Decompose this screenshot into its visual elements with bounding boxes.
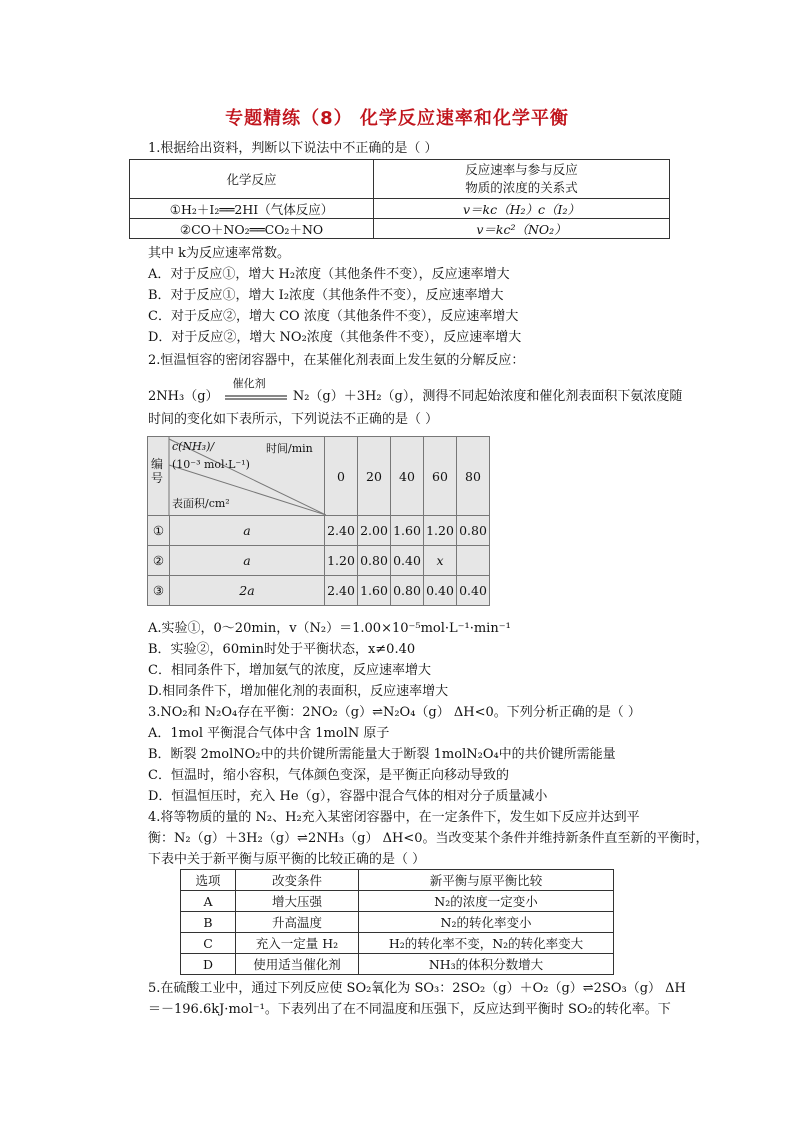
q1-stem: 1.根据给出资料，判断以下说法中不正确的是（ ） (148, 141, 438, 156)
q1-reaction-1: ①H₂＋I₂══2HI（气体反应） (130, 199, 374, 219)
q4-table (180, 869, 614, 975)
q2-time-60: 60 (424, 437, 457, 516)
q4-header-compare: 新平衡与原平衡比较 (359, 870, 614, 891)
table-row (148, 516, 490, 546)
q2-time-40: 40 (391, 437, 424, 516)
q2-row3-area: 2a (170, 576, 325, 606)
q5-stem-2: ＝－196.6kJ·mol⁻¹。下表列出了在不同温度和压强下，反应达到平衡时 SO₂的转化率。下 (148, 1002, 671, 1017)
q5-stem-1: 5.在硫酸工业中，通过下列反应使 SO₂氧化为 SO₃：2SO₂（g）＋O₂（g）⇌2SO₃（g） ΔH (148, 981, 686, 996)
table-row (181, 912, 614, 933)
q2-option-c: C．相同条件下，增加氨气的浓度，反应速率增大 (148, 663, 431, 678)
q2-option-b: B．实验②，60min时处于平衡状态，x≠0.40 (148, 642, 416, 657)
q4-row-b-condition: 升高温度 (236, 912, 359, 933)
q4-row-d-compare: NH₃的体积分数增大 (359, 954, 614, 975)
q4-row-a-compare: N₂的浓度一定变小 (359, 891, 614, 912)
q1-reaction-2: ②CO＋NO₂══CO₂＋NO (130, 219, 374, 239)
q1-header-rate-line2: 物质的浓度的关系式 (465, 180, 578, 195)
q2-head-unit: (10⁻³ mol·L⁻¹) (172, 458, 250, 471)
q2-time-0: 0 (325, 437, 358, 516)
q2-head-no: 编号 (151, 457, 164, 485)
q4-stem-3: 下表中关于新平衡与原平衡的比较正确的是（ ） (148, 852, 426, 867)
q3-option-c: C．恒温时，缩小容积，气体颜色变深，是平衡正向移动导致的 (148, 768, 509, 783)
q1-option-d: D．对于反应②，增大 NO₂浓度（其他条件不变），反应速率增大 (148, 330, 522, 345)
table-row (148, 546, 490, 576)
q2-head-c: c(NH₃)/ (172, 440, 215, 453)
q1-option-c: C．对于反应②，增大 CO 浓度（其他条件不变），反应速率增大 (148, 309, 519, 324)
table-row (148, 576, 490, 606)
table-row (181, 891, 614, 912)
q2-row2-v1: 0.80 (358, 546, 391, 576)
q2-head-area: 表面积/cm² (172, 497, 230, 510)
q3-stem: 3.NO₂和 N₂O₄存在平衡：2NO₂（g）⇌N₂O₄（g） ΔH<0。下列分析正确的是（ ） (148, 705, 641, 720)
q3-option-d: D．恒温恒压时，充入 He（g），容器中混合气体的相对分子质量减小 (148, 789, 548, 804)
q1-option-a: A．对于反应①，增大 H₂浓度（其他条件不变），反应速率增大 (148, 267, 510, 282)
q4-row-a-condition: 增大压强 (236, 891, 359, 912)
equilibrium-arrow-icon (223, 388, 289, 406)
q4-header-option: 选项 (181, 870, 236, 891)
q1-rate-1: v＝kc（H₂）c（I₂） (374, 199, 670, 219)
q2-eq-left: 2NH₃（g） (148, 389, 219, 404)
q4-row-c-option: C (181, 933, 236, 954)
q4-header-condition: 改变条件 (236, 870, 359, 891)
q2-row2-v4 (457, 546, 490, 576)
q2-row3-v1: 1.60 (358, 576, 391, 606)
q4-row-a-option: A (181, 891, 236, 912)
q2-row1-no: ① (148, 516, 170, 546)
q4-row-d-option: D (181, 954, 236, 975)
q4-row-b-option: B (181, 912, 236, 933)
q2-eq-right: N₂（g）＋3H₂（g），测得不同起始浓度和催化剂表面积下氨浓度随 (292, 389, 683, 404)
q1-header-rate (374, 160, 670, 199)
q4-row-b-compare: N₂的转化率变小 (359, 912, 614, 933)
q2-row2-v2: 0.40 (391, 546, 424, 576)
q2-row3-v0: 2.40 (325, 576, 358, 606)
q2-catalyst-arrow (223, 377, 289, 406)
page-title: 专题精练（8） 化学反应速率和化学平衡 (225, 108, 569, 129)
q2-table (147, 436, 490, 606)
q2-equation (148, 377, 683, 406)
q2-row2-area: a (170, 546, 325, 576)
q2-time-80: 80 (457, 437, 490, 516)
q2-row1-v1: 2.00 (358, 516, 391, 546)
q4-row-c-compare: H₂的转化率不变，N₂的转化率变大 (359, 933, 614, 954)
q2-stem-2: 时间的变化如下表所示，下列说法不正确的是（ ） (148, 412, 439, 427)
q2-catalyst-label: 催化剂 (232, 377, 266, 390)
q2-row3-no: ③ (148, 576, 170, 606)
q1-note: 其中 k为反应速率常数。 (148, 246, 291, 261)
q2-option-d: D.相同条件下，增加催化剂的表面积，反应速率增大 (148, 684, 449, 699)
q1-header-rate-line1: 反应速率与参与反应 (465, 162, 578, 177)
q2-row1-area: a (170, 516, 325, 546)
q4-stem-2: 衡：N₂（g）＋3H₂（g）⇌2NH₃（g） ΔH<0。当改变某个条件并维持新条件直至新的平衡时， (148, 831, 709, 846)
q2-row1-v4: 0.80 (457, 516, 490, 546)
q1-header-reaction: 化学反应 (130, 160, 374, 199)
q2-option-a: A.实验①，0～20min，v（N₂）＝1.00×10⁻⁵mol·L⁻¹·min⁻¹ (148, 621, 511, 636)
q2-row2-v3: x (424, 546, 457, 576)
q2-row2-v0: 1.20 (325, 546, 358, 576)
q2-stem: 2.恒温恒容的密闭容器中，在某催化剂表面上发生氨的分解反应： (148, 353, 525, 368)
q2-time-20: 20 (358, 437, 391, 516)
q1-option-b: B．对于反应①，增大 I₂浓度（其他条件不变），反应速率增大 (148, 288, 504, 303)
q2-diagonal-header (148, 437, 325, 516)
q2-row2-no: ② (148, 546, 170, 576)
q2-row1-v3: 1.20 (424, 516, 457, 546)
q1-table (129, 159, 670, 239)
q2-row1-v0: 2.40 (325, 516, 358, 546)
table-row (130, 199, 670, 219)
table-row (181, 933, 614, 954)
q2-head-time: 时间/min (266, 442, 313, 455)
q3-option-a: A．1mol 平衡混合气体中含 1molN 原子 (148, 726, 390, 741)
q3-option-b: B．断裂 2molNO₂中的共价键所需能量大于断裂 1molN₂O₄中的共价键所需能量 (148, 747, 616, 762)
q1-rate-2: v＝kc²（NO₂） (374, 219, 670, 239)
table-row (181, 954, 614, 975)
q4-stem-1: 4.将等物质的量的 N₂、H₂充入某密闭容器中，在一定条件下，发生如下反应并达到平 (148, 810, 640, 825)
q2-row3-v3: 0.40 (424, 576, 457, 606)
q2-row3-v4: 0.40 (457, 576, 490, 606)
q2-row3-v2: 0.80 (391, 576, 424, 606)
table-row (130, 219, 670, 239)
q2-row1-v2: 1.60 (391, 516, 424, 546)
q4-row-c-condition: 充入一定量 H₂ (236, 933, 359, 954)
q4-row-d-condition: 使用适当催化剂 (236, 954, 359, 975)
